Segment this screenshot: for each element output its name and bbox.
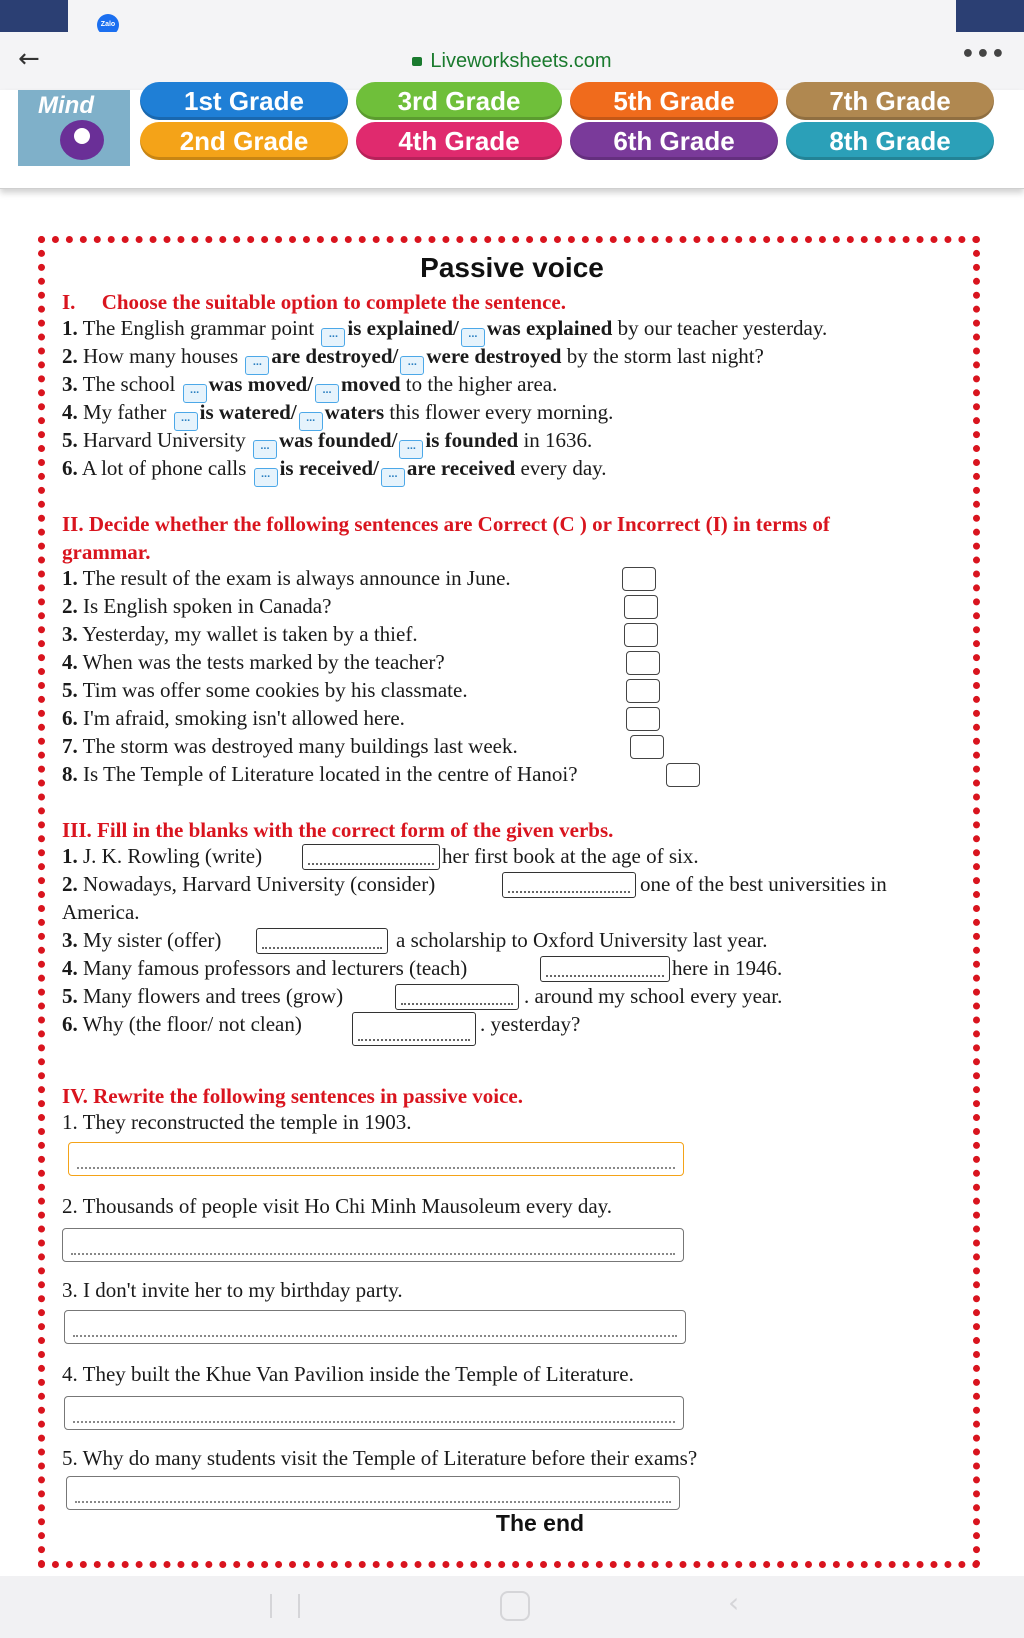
answer-box[interactable] (626, 651, 660, 675)
recent-apps-icon[interactable] (270, 1594, 300, 1618)
question-number: 1. (62, 316, 78, 340)
section-1-heading: I. Choose the suitable option to complete the sentence. (62, 290, 566, 314)
question-text: My father (83, 400, 167, 424)
question-number: 3. (62, 622, 78, 646)
fill-question (62, 900, 140, 925)
option-b-label: was explained (486, 316, 613, 340)
grade-5-button[interactable]: 5th Grade (570, 82, 778, 120)
lock-icon (412, 57, 422, 66)
question-number: 3. (62, 372, 78, 396)
fill-question (62, 956, 467, 981)
section-3-heading: III. Fill in the blanks with the correct form of the given verbs. (62, 818, 614, 842)
rewrite-question: 5. Why do many students visit the Temple of Literature before their exams? (62, 1446, 698, 1470)
answer-box[interactable] (624, 623, 658, 647)
verb-input[interactable] (352, 1012, 476, 1046)
choice-question (62, 344, 764, 375)
logo-text: Mind (38, 92, 94, 119)
correctness-question (62, 566, 511, 591)
system-nav-bar (0, 1576, 1024, 1638)
option-a-label: was founded/ (278, 428, 398, 452)
answer-box[interactable] (626, 707, 660, 731)
question-text: by our teacher yesterday. (617, 316, 828, 340)
question-number: 8. (62, 762, 78, 786)
question-number: 1. (62, 844, 78, 868)
status-strip (0, 0, 1024, 32)
rewrite-question: 4. They built the Khue Van Pavilion inside the Temple of Literature. (62, 1362, 634, 1386)
question-number: 6. (62, 1012, 78, 1036)
option-a-selector[interactable]: ... (245, 356, 269, 375)
question-text: Harvard University (83, 428, 246, 452)
question-text: I'm afraid, smoking isn't allowed here. (83, 706, 405, 730)
verb-input[interactable] (502, 872, 636, 898)
question-text: Is The Temple of Literature located in the centre of Hanoi? (83, 762, 578, 786)
question-text: a scholarship to Oxford University last year. (396, 928, 768, 952)
question-number: 5. (62, 428, 78, 452)
fill-question (62, 984, 343, 1009)
option-a-selector[interactable]: ... (321, 328, 345, 347)
rewrite-question: 1. They reconstructed the temple in 1903. (62, 1110, 412, 1134)
question-number: 7. (62, 734, 78, 758)
option-b-selector[interactable]: ... (315, 384, 339, 403)
option-b-label: is founded (425, 428, 519, 452)
question-number: 2. (62, 344, 78, 368)
question-text: How many houses (83, 344, 239, 368)
question-text: by the storm last night? (566, 344, 764, 368)
fill-question (62, 928, 221, 953)
rewrite-answer-input[interactable] (64, 1396, 684, 1430)
site-banner (0, 86, 1024, 189)
option-b-selector[interactable]: ... (461, 328, 485, 347)
monster-mascot-icon (60, 120, 104, 160)
answer-box[interactable] (626, 679, 660, 703)
question-text: in 1636. (523, 428, 593, 452)
question-number: 5. (62, 984, 78, 1008)
option-b-selector[interactable]: ... (400, 356, 424, 375)
question-text: Is English spoken in Canada? (83, 594, 332, 618)
option-a-selector[interactable]: ... (253, 440, 277, 459)
question-text: . yesterday? (480, 1012, 581, 1036)
grade-8-button[interactable]: 8th Grade (786, 122, 994, 160)
verb-input[interactable] (540, 956, 670, 982)
option-b-label: are received (406, 456, 516, 480)
question-number: 4. (62, 400, 78, 424)
question-text: this flower every morning. (389, 400, 614, 424)
question-number: 1. (62, 566, 78, 590)
question-text: every day. (520, 456, 607, 480)
question-text: The result of the exam is always announce in June. (82, 566, 511, 590)
mind-logo[interactable] (18, 90, 130, 166)
question-text: The school (82, 372, 176, 396)
rewrite-answer-input[interactable] (62, 1228, 684, 1262)
question-number: 6. (62, 456, 78, 480)
question-text: A lot of phone calls (81, 456, 247, 480)
question-text: Nowadays, Harvard University (consider) (83, 872, 436, 896)
correctness-question (62, 762, 578, 787)
option-a-label: was moved/ (208, 372, 314, 396)
home-icon[interactable] (500, 1591, 530, 1621)
question-number: 2. (62, 594, 78, 618)
question-text: her first book at the age of six. (442, 844, 699, 868)
grade-3-button[interactable]: 3rd Grade (356, 82, 562, 120)
url-text: Liveworksheets.com (430, 50, 612, 72)
correctness-question (62, 594, 331, 619)
answer-box[interactable] (666, 763, 700, 787)
zalo-app-icon[interactable]: Zalo (97, 14, 119, 36)
fill-question (62, 872, 435, 897)
answer-box[interactable] (622, 567, 656, 591)
option-a-selector[interactable]: ... (174, 412, 198, 431)
question-text: . around my school every year. (524, 984, 783, 1008)
verb-input[interactable] (256, 928, 388, 954)
option-a-label: is watered/ (199, 400, 297, 424)
question-text: Tim was offer some cookies by his classmate. (82, 678, 468, 702)
question-text: here in 1946. (672, 956, 783, 980)
question-text: J. K. Rowling (write) (83, 844, 263, 868)
correctness-question (62, 650, 445, 675)
end-text: The end (495, 1510, 585, 1536)
question-text: Yesterday, my wallet is taken by a thief. (82, 622, 418, 646)
question-number: 6. (62, 706, 78, 730)
option-a-label: is received/ (279, 456, 379, 480)
grade-7-button[interactable]: 7th Grade (786, 82, 994, 120)
grade-1-button[interactable]: 1st Grade (140, 82, 348, 120)
address-bar[interactable] (0, 50, 1024, 73)
choice-question (62, 400, 613, 431)
rewrite-answer-input[interactable] (66, 1476, 680, 1510)
question-text: America. (62, 900, 140, 924)
question-number: 4. (62, 650, 78, 674)
fill-question (62, 1012, 302, 1037)
rewrite-answer-input[interactable] (68, 1142, 684, 1176)
rewrite-question: 2. Thousands of people visit Ho Chi Minh Mausoleum every day. (62, 1194, 613, 1218)
option-b-label: were destroyed (426, 344, 562, 368)
verb-input[interactable] (302, 844, 440, 870)
question-text: My sister (offer) (83, 928, 222, 952)
option-a-label: are destroyed/ (271, 344, 399, 368)
question-number: 3. (62, 928, 78, 952)
worksheet-title: Passive voice (420, 252, 604, 283)
correctness-question (62, 734, 518, 759)
more-options-icon[interactable]: ••• (960, 42, 1006, 67)
option-b-selector[interactable]: ... (399, 440, 423, 459)
choice-question (62, 372, 557, 403)
choice-question (62, 456, 607, 487)
rewrite-answer-input[interactable] (64, 1310, 686, 1344)
option-a-label: is explained/ (347, 316, 459, 340)
question-text: Why (the floor/ not clean) (82, 1012, 302, 1036)
option-b-selector[interactable]: ... (299, 412, 323, 431)
grade-6-button[interactable]: 6th Grade (570, 122, 778, 160)
question-text: to the higher area. (405, 372, 558, 396)
option-b-label: moved (341, 372, 401, 396)
correctness-question (62, 622, 418, 647)
question-text: When was the tests marked by the teacher? (82, 650, 445, 674)
question-number: 2. (62, 872, 78, 896)
choice-question (62, 428, 592, 459)
section-2-heading-cont: grammar. (62, 540, 151, 564)
grade-4-button[interactable]: 4th Grade (356, 122, 562, 160)
question-text: The English grammar point (82, 316, 315, 340)
question-number: 5. (62, 678, 78, 702)
answer-box[interactable] (624, 595, 658, 619)
question-number: 4. (62, 956, 78, 980)
question-text: Many famous professors and lecturers (teach) (83, 956, 468, 980)
option-a-selector[interactable]: ... (183, 384, 207, 403)
rewrite-question: 3. I don't invite her to my birthday party. (62, 1278, 403, 1302)
section-4-heading: IV. Rewrite the following sentences in passive voice. (62, 1084, 523, 1108)
answer-box[interactable] (630, 735, 664, 759)
correctness-question (62, 678, 468, 703)
correctness-question (62, 706, 405, 731)
section-2-heading: II. Decide whether the following sentences are Correct (C ) or Incorrect (I) in terms of (62, 512, 830, 536)
verb-input[interactable] (395, 984, 519, 1010)
option-b-label: waters (324, 400, 385, 424)
question-text: The storm was destroyed many buildings last week. (82, 734, 518, 758)
option-b-selector[interactable]: ... (381, 468, 405, 487)
question-text: Many flowers and trees (grow) (83, 984, 344, 1008)
choice-question (62, 316, 827, 347)
back-arrow-icon[interactable]: ← (18, 44, 40, 74)
fill-question (62, 844, 262, 869)
option-a-selector[interactable]: ... (254, 468, 278, 487)
question-text: one of the best universities in (640, 872, 887, 896)
nav-back-icon[interactable]: ‹ (728, 1586, 740, 1619)
grade-2-button[interactable]: 2nd Grade (140, 122, 348, 160)
